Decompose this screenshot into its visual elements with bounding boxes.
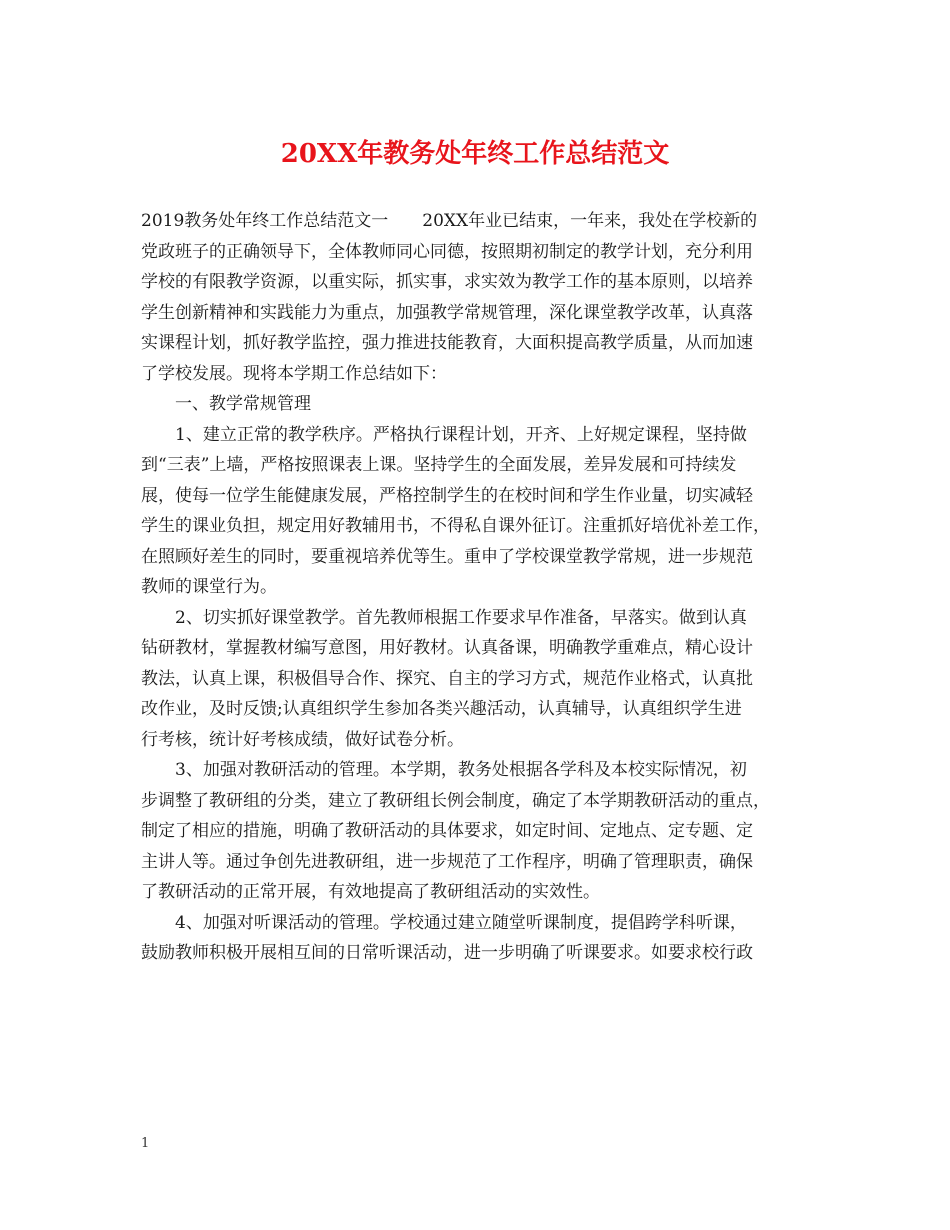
document-body: [141, 206, 821, 969]
body-line: 鼓励教师积极开展相互间的日常听课活动，进一步明确了听课要求。如要求校行政: [141, 943, 753, 963]
body-line: 展，使每一位学生能健康发展，严格控制学生的在校时间和学生作业量，切实减轻: [141, 485, 753, 506]
body-line: 3、加强对教研活动的管理。本学期，教务处根据各学科及本校实际情况，初: [175, 760, 747, 780]
body-line: 在照顾好差生的同时，要重视培养优等生。重申了学校课堂教学常规，进一步规范: [141, 546, 753, 567]
body-line: 党政班子的正确领导下，全体教师同心同德，按照期初制定的教学计划，充分利用: [141, 241, 753, 262]
body-line: 教师的课堂行为。: [141, 577, 277, 597]
body-line: 学生的课业负担，规定用好教辅用书，不得私自课外征订。注重抓好培优补差工作，: [141, 516, 770, 536]
body-line: 4、加强对听课活动的管理。学校通过建立随堂听课制度，提倡跨学科听课，: [175, 912, 747, 933]
body-line: 实课程计划，抓好教学监控，强力推进技能教育，大面积提高教学质量，从而加速: [141, 333, 753, 353]
page-number: 1: [141, 1136, 150, 1151]
body-line: 学校的有限教学资源，以重实际，抓实事，求实效为教学工作的基本原则，以培养: [141, 272, 753, 292]
body-line: 教法，认真上课，积极倡导合作、探究、自主的学习方式，规范作业格式，认真批: [141, 668, 753, 689]
body-line: 了学校发展。现将本学期工作总结如下：: [141, 363, 447, 384]
body-line: 1、建立正常的教学秩序。严格执行课程计划，开齐、上好规定课程，坚持做: [175, 424, 747, 445]
body-line: 了教研活动的正常开展，有效地提高了教研组活动的实效性。: [141, 882, 600, 902]
body-line: 改作业，及时反馈;认真组织学生参加各类兴趣活动，认真辅导，认真组织学生进: [141, 699, 742, 719]
body-line: 制定了相应的措施，明确了教研活动的具体要求，如定时间、定地点、定专题、定: [141, 821, 753, 841]
body-line: 主讲人等。通过争创先进教研组，进一步规范了工作程序，明确了管理职责，确保: [141, 851, 753, 872]
body-line: 2、切实抓好课堂教学。首先教师根据工作要求早作准备，早落实。做到认真: [175, 607, 747, 628]
body-line: 到“三表”上墙，严格按照课表上课。坚持学生的全面发展，差异发展和可持续发: [141, 455, 737, 475]
body-line: 2019教务处年终工作总结范文一 20XX年业已结束，一年来，我处在学校新的: [141, 211, 758, 231]
body-line: 一、教学常规管理: [175, 394, 311, 414]
body-line: 学生创新精神和实践能力为重点，加强教学常规管理，深化课堂教学改革，认真落: [141, 302, 753, 323]
document-title: 20XX年教务处年终工作总结范文: [280, 139, 670, 169]
body-line: 钻研教材，掌握教材编写意图，用好教材。认真备课，明确教学重难点，精心设计: [141, 638, 753, 658]
body-line: 行考核，统计好考核成绩，做好试卷分析。: [141, 729, 464, 750]
body-line: 步调整了教研组的分类，建立了教研组长例会制度，确定了本学期教研活动的重点，: [141, 790, 770, 811]
